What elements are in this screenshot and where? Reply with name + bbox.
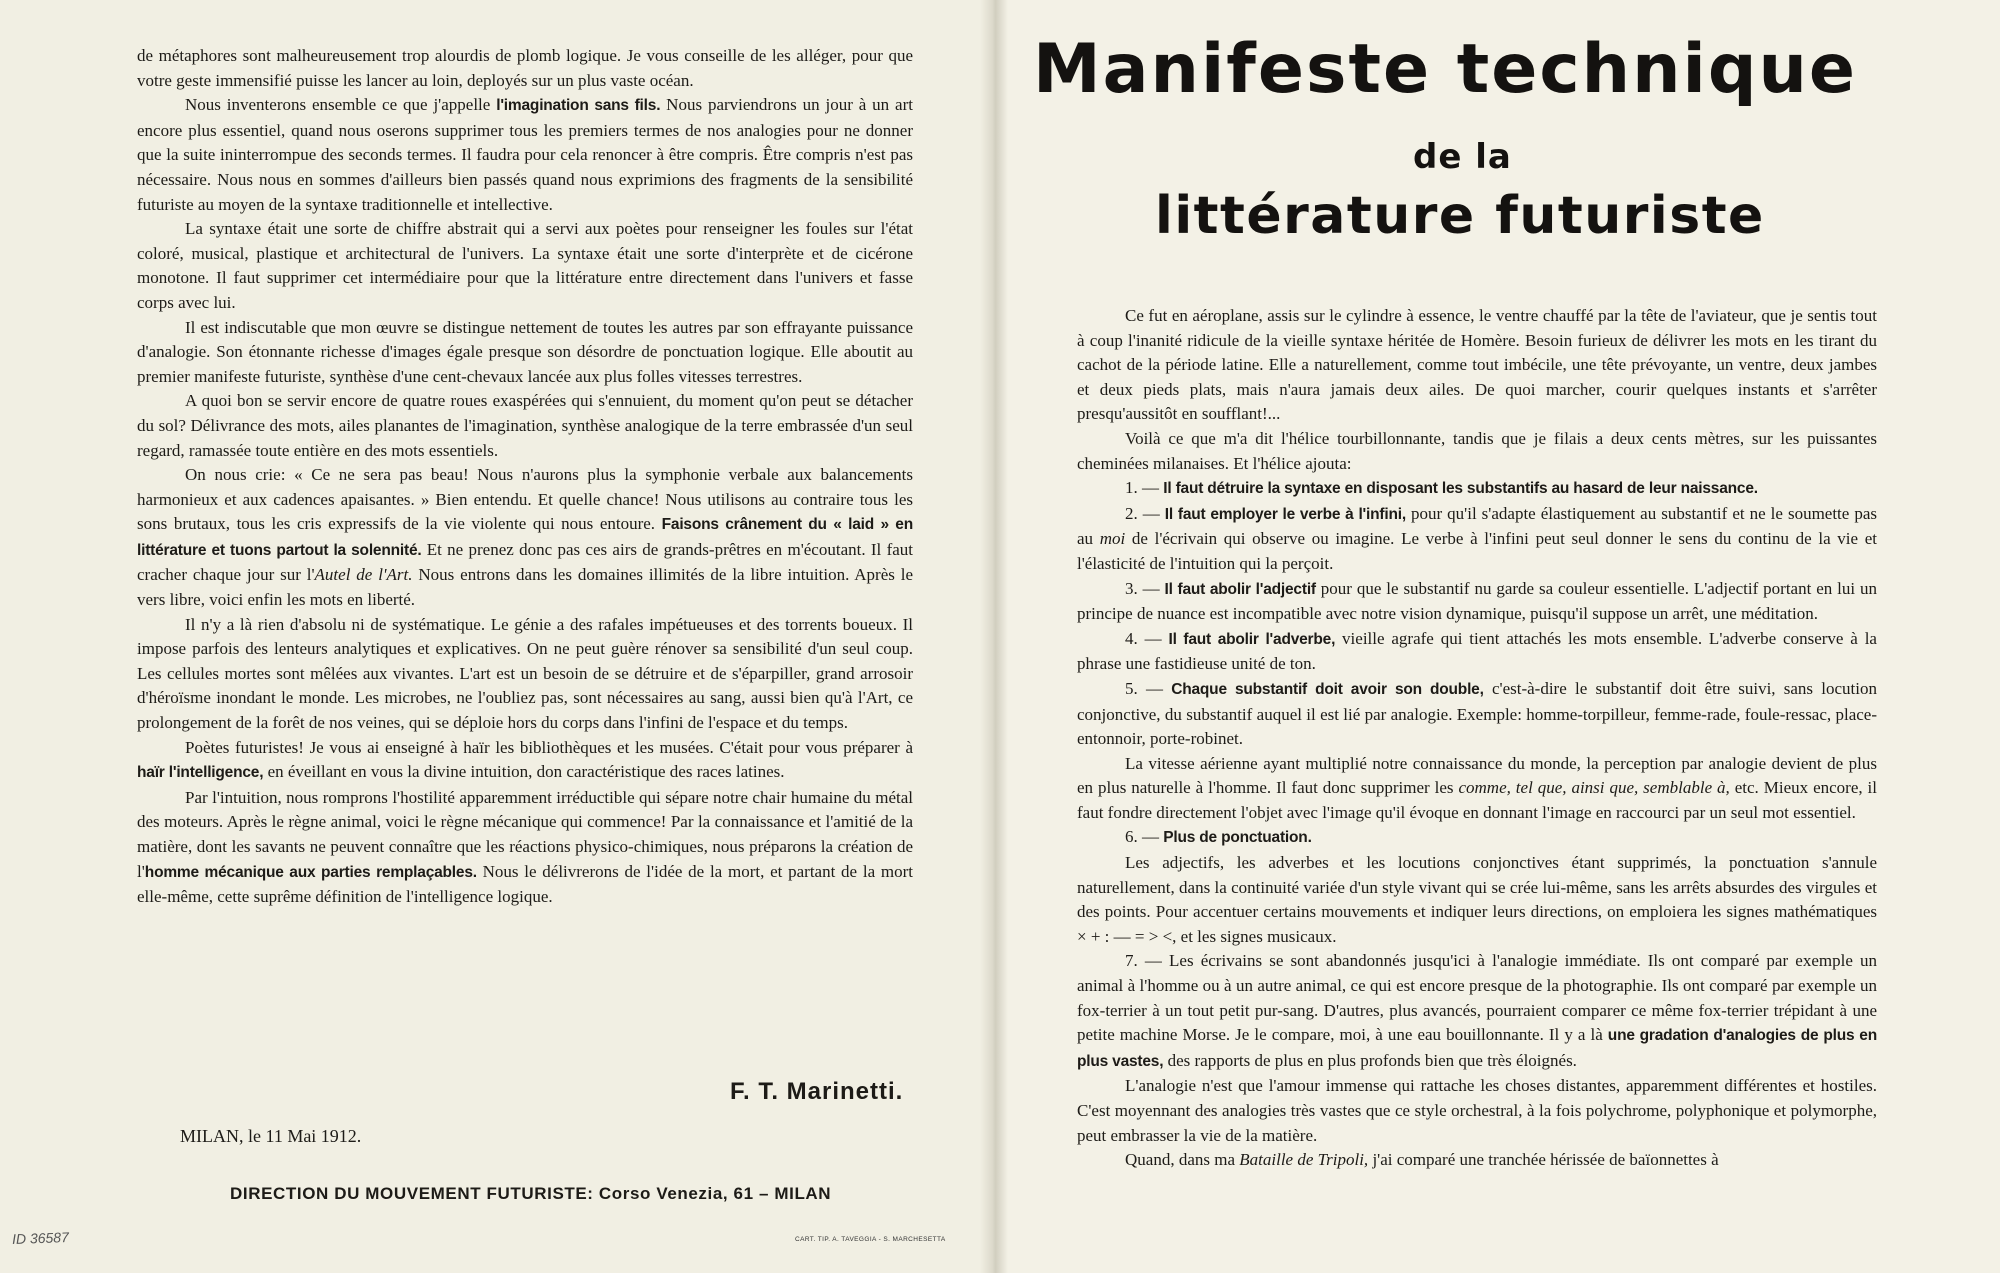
right_page-paragraph [1077,851,1877,949]
right_page-paragraph [1077,949,1877,1074]
printer-imprint: CART. TIP. A. TAVEGGIA - S. MARCHESETTA [795,1236,946,1243]
text-run: j'ai comparé une tranchée hérissée de baïonnettes à [1368,1150,1719,1170]
text-run: L'analogie n'est que l'amour immense qui rattache les choses distantes, apparemment différentes et hostiles. C'est moyennant des analogies très vastes que ce style orchestral, à la fois polychrome, polyphonique et polymorphe, peut embrasser la vie de la matière. [1077,1076,1877,1145]
text-run: c'est-à-dire le substantif doit être suivi, sans locution conjonctive, du substantif auquel il est lié par analogie. Exemple: homme-torpilleur, femme-rade, foule-ressac, place-entonnoir, porte-robinet. [1077,678,1878,749]
right_page-paragraph [1077,825,1877,851]
left_page-paragraph [137,786,913,910]
text-run: 1. — [1125,478,1164,498]
text-run: 5. — [1125,678,1172,698]
left_page-paragraph [137,217,913,315]
text-run: etc. Mieux encore, il faut fondre directement l'objet avec l'image qu'il évoque en donnant l'image en raccourci par un seul mot essentiel. [1077,778,1877,822]
bold-phrase: Il faut détruire la syntaxe en disposant les substantifs au hasard de leur naissance. [1163,480,1758,498]
bold-phrase: haïr l'intelligence, [137,764,264,782]
text-run: de l'écrivain qui observe ou imagine. Le verbe à l'infini peut seul donner le sens du continu de la vie et l'élasticité de l'intuition qui la perçoit. [1077,529,1877,573]
text-run: Nous inventerons ensemble ce que j'appelle [185,95,497,115]
left_page-paragraph [137,389,913,463]
text-run: 7. — Les écrivains se sont abandonnés jusqu'ici à l'analogie immédiate. Ils ont comparé par exemple un animal à l'homme ou à un autre animal, ce qui est encore presque de la photographie. Ils ont comparé par exemple un fox-terrier à un tout petit pur-sang. D'autres, plus avancés, pourraient comparer ce même fox-terrier trépidant à une petite machine Morse. Je le compare, moi, à une eau bouillonnante. Il y a là [1077,951,1877,1045]
right_page-paragraph [1077,304,1877,427]
text-run: Il n'y a là rien d'absolu ni de systématique. Le génie a des rafales impétueuses et des torrents boueux. Il impose parfois des lenteurs analytiques et explicatives. On ne peut guère rénover sa sensibilité d'un seul coup. Les cellules mortes sont mêlées aux vivantes. L'art est un besoin de se détruire et de s'éparpiller, grand arrosoir d'héroïsme inondant le monde. Les microbes, ne l'oubliez pas, sont nécessaires au sang, aussi bien qu'à l'Art, ce prolongement de la forêt de nos veines, qui se déploie hors du corps dans l'infini de l'espace et du temps. [137,614,913,733]
italic-phrase: comme, tel que, ainsi que, semblable à, [1458,778,1730,798]
text-run: On nous crie: « Ce ne sera pas beau! Nous n'aurons plus la symphonie verbale aux balancements harmonieux et aux cadences apaisantes. » Bien entendu. Et quelle chance! Nous utilisons au contraire tous les sons brutaux, tous les cris expressifs de la vie violente qui nous entoure. [137,465,913,534]
left_page-paragraph [137,463,913,613]
text-run: Nous le délivrerons de l'idée de la mort, et partant de la mort elle-même, cette suprême définition de l'intelligence logique. [137,861,913,907]
text-run: 2. — [1125,503,1165,523]
left_page-paragraph [137,613,913,736]
title-line-1: Manifeste technique [1033,30,1858,109]
left_page-paragraph [137,316,913,390]
text-run: Les adjectifs, les adverbes et les locutions conjonctives étant supprimés, la ponctuation s'annule naturellement, dans la continuité variée d'un style vivant qui se crée lui-même, sans les arrêts absurdes des virgules et des points. Pour accentuer certains mouvements et indiquer leurs directions, on emploiera les signes mathématiques × + : — = > <, et les signes musicaux. [1077,853,1877,946]
title-line-2: de la [1413,137,1512,177]
text-run: 6. — [1125,827,1164,847]
italic-phrase: Autel de l'Art. [314,565,413,585]
right_page-paragraph [1077,502,1877,577]
text-run: Poètes futuristes! Je vous ai enseigné à haïr les bibliothèques et les musées. C'était pour vous préparer à [185,737,913,757]
right_page-paragraph [1077,627,1877,677]
right_page-paragraph [1077,476,1877,502]
page-gutter [980,0,1008,1273]
title-line-3: littérature futuriste [1155,186,1765,246]
bold-phrase: Faisons crânement du « laid » en littérature et tuons partout la solennité. [137,516,913,559]
right_page-paragraph [1077,1074,1877,1148]
text-run: pour qu'il s'adapte élastiquement au substantif et ne le soumette pas au [1077,503,1877,549]
text-run: Et ne prenez donc pas ces airs de grands-prêtres en m'écoutant. Il faut cracher chaque jour sur l' [137,539,913,585]
text-run: Nous parviendrons un jour à un art encore plus essentiel, quand nous oserons supprimer tous les premiers termes de nos analogies pour ne donner que la suite ininterrompue des seconds termes. Il faudra pour cela renoncer à être compris. Être compris n'est pas nécessaire. Nous nous en sommes d'ailleurs bien passés quand nous exprimions des fragments de la sensibilité futuriste au moyen de la syntaxe traditionnelle et intellective. [137,95,913,214]
text-run: Par l'intuition, nous romprons l'hostilité apparemment irréductible qui sépare notre chair humaine du métal des moteurs. Après le règne animal, voici le règne mécanique qui commence! Par la connaissance et l'amitié de la matière, dont les savants ne peuvent connaître que les réactions physico-chimiques, nous préparons la création de l' [137,787,913,881]
bold-phrase: Chaque substantif doit avoir son double, [1171,680,1484,698]
right_page-paragraph [1077,577,1877,627]
text-run: 4. — [1125,628,1169,648]
bold-phrase: Plus de ponctuation. [1163,829,1312,847]
text-run: Nous entrons dans les domaines illimités de la libre intuition. Après le vers libre, voici enfin les mots en liberté. [137,565,913,610]
right_page-paragraph [1077,752,1877,826]
text-run: de métaphores sont malheureusement trop alourdis de plomb logique. Je vous conseille de les alléger, pour que votre geste immensifié puisse les lancer au loin, deployés sur un plus vaste océan. [137,46,913,90]
catalog-number: ID 36587 [11,1229,70,1247]
text-run: Ce fut en aéroplane, assis sur le cylindre à essence, le ventre chauffé par la tête de l'aviateur, que je sentis tout à coup l'inanité ridicule de la vieille syntaxe héritée de Homère. Besoin furieux de délivrer les mots en les tirant du cachot de la période latine. Elle a naturellement, comme tout imbécile, une tête prévoyante, un ventre, deux jambes et deux pieds plats, mais n'aura jamais deux ailes. De quoi marcher, courir quelques instants et s'arrêter presqu'aussitôt en soufflant!... [1077,306,1877,424]
left-page-text [137,44,913,910]
text-run: vieille agrafe qui tient attachés les mots ensemble. L'adverbe conserve à la phrase une fastidieuse unité de ton. [1077,628,1877,674]
left_page-paragraph [137,44,913,93]
signature: F. T. Marinetti. [730,1078,904,1105]
text-run: La syntaxe était une sorte de chiffre abstrait qui a servi aux poètes pour renseigner les foules sur l'état coloré, musical, plastique et architectural de l'univers. La syntaxe était une sorte d'interprète et de cicérone monotone. Il faut supprimer cet intermédiaire pour que la littérature entre directement dans l'univers et fasse corps avec lui. [137,219,913,312]
bold-phrase: Il faut abolir l'adjectif [1164,580,1316,598]
italic-phrase: Bataille de Tripoli, [1239,1150,1369,1170]
left_page-paragraph [137,736,913,786]
right_page-paragraph [1077,677,1877,752]
bold-phrase: homme mécanique aux parties remplaçables. [144,863,477,881]
bold-phrase: Il faut abolir l'adverbe, [1168,630,1336,648]
text-run: en éveillant en vous la divine intuition, don caractéristique des races latines. [263,762,785,782]
right_page-paragraph [1077,1148,1877,1173]
right_page-paragraph [1077,427,1877,476]
text-run: La vitesse aérienne ayant multiplié notre connaissance du monde, la perception par analogie devient de plus en plus naturelle à l'homme. Il faut donc supprimer les [1077,753,1877,798]
right-page-text [1077,304,1877,1173]
text-run: Voilà ce que m'a dit l'hélice tourbillonnante, tandis que je filais a deux cents mètres, sur les puissantes cheminées milanaises. Et l'hélice ajouta: [1077,428,1877,473]
bold-phrase: Il faut employer le verbe à l'infini, [1164,505,1406,523]
text-run: des rapports de plus en plus profonds bien que très éloignés. [1163,1050,1577,1070]
bold-phrase: une gradation d'analogies de plus en plus vastes, [1077,1027,1877,1070]
bold-phrase: l'imagination sans fils. [496,97,661,115]
text-run: Quand, dans ma [1125,1150,1240,1170]
publisher-address: DIRECTION DU MOUVEMENT FUTURISTE: Corso Venezia, 61 – MILAN [230,1184,832,1203]
text-run: 3. — [1125,578,1165,598]
date-line: MILAN, le 11 Mai 1912. [180,1126,362,1146]
left_page-paragraph [137,93,913,217]
italic-phrase: moi [1099,529,1126,549]
text-run: Il est indiscutable que mon œuvre se distingue nettement de toutes les autres par son effrayante puissance d'analogie. Son étonnante richesse d'images égale presque son désordre de ponctuation logique. Elle aboutit au premier manifeste futuriste, synthèse d'une cent-chevaux lancée aux plus folles vitesses terrestres. [137,317,913,386]
text-run: A quoi bon se servir encore de quatre roues exaspérées qui s'ennuient, du moment qu'on peut se détacher du sol? Délivrance des mots, ailes planantes de l'imagination, synthèse analogique de la terre embrassée d'un seul regard, ramassée toute entière en des mots essentiels. [137,391,913,460]
text-run: pour que le substantif nu garde sa couleur essentielle. L'adjectif portant en lui un principe de nuance est incompatible avec notre vision dynamique, puisqu'il suppose un arrêt, une méditation. [1077,578,1878,624]
